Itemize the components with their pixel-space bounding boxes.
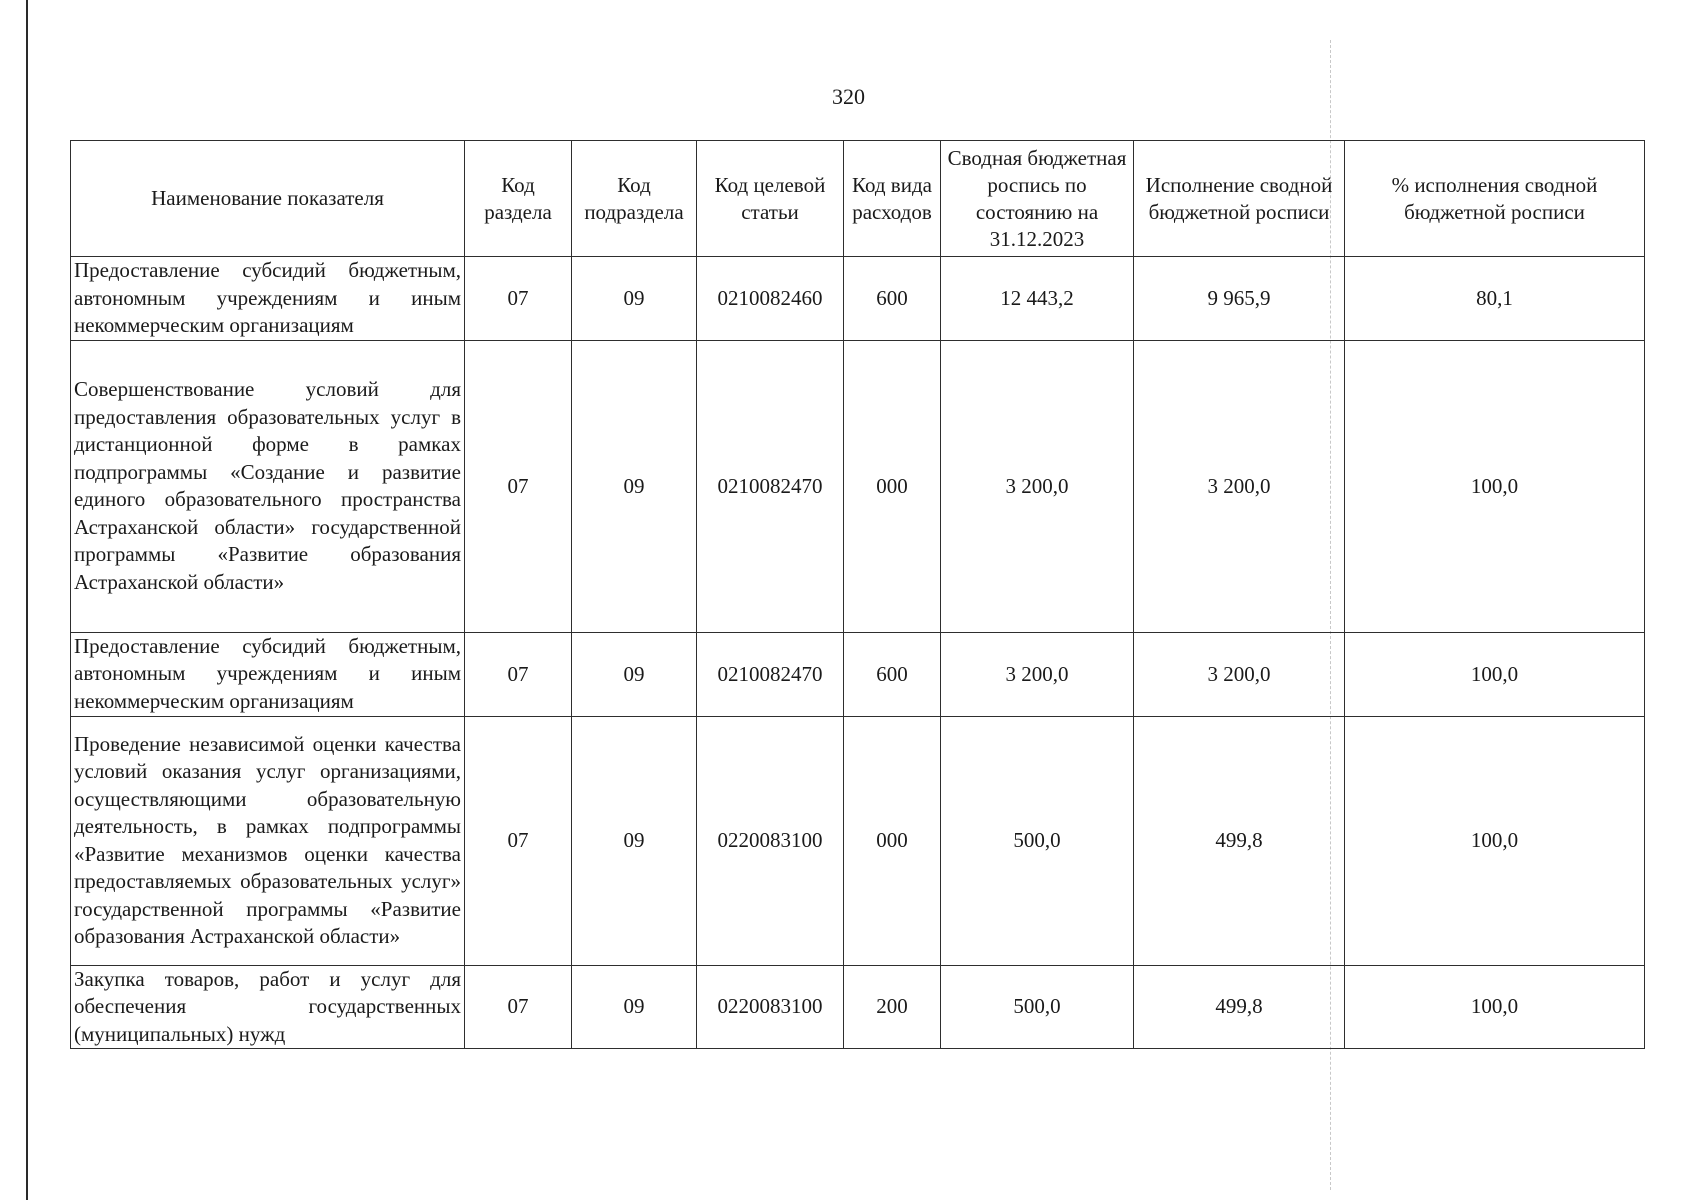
cell-planned-budget: 500,0: [941, 716, 1134, 965]
cell-subsection-code: 09: [572, 632, 697, 716]
cell-execution-percent: 100,0: [1345, 632, 1645, 716]
page-number: 320: [832, 84, 865, 109]
cell-expense-type-code: 600: [844, 632, 941, 716]
cell-expense-type-code: 000: [844, 340, 941, 632]
cell-subsection-code: 09: [572, 965, 697, 1049]
cell-execution-percent: 100,0: [1345, 716, 1645, 965]
header-target-code: Код целевой статьи: [697, 141, 844, 257]
cell-section-code: 07: [465, 965, 572, 1049]
table-row: [71, 716, 1645, 965]
cell-indicator-name: Предоставление субсидий бюджетным, автономным учреждениям и иным некоммерческим организациям: [71, 257, 465, 341]
header-execution-percent: % исполнения сводной бюджетной росписи: [1345, 141, 1645, 257]
cell-section-code: 07: [465, 257, 572, 341]
table-row: [71, 257, 1645, 341]
cell-executed-budget: 499,8: [1134, 965, 1345, 1049]
cell-expense-type-code: 200: [844, 965, 941, 1049]
table-row: [71, 632, 1645, 716]
cell-section-code: 07: [465, 632, 572, 716]
cell-executed-budget: 3 200,0: [1134, 340, 1345, 632]
table-header-row: [71, 141, 1645, 257]
cell-subsection-code: 09: [572, 716, 697, 965]
cell-target-code: 0210082460: [697, 257, 844, 341]
cell-execution-percent: 100,0: [1345, 965, 1645, 1049]
cell-subsection-code: 09: [572, 257, 697, 341]
cell-section-code: 07: [465, 340, 572, 632]
budget-execution-table: [70, 140, 1645, 1049]
cell-subsection-code: 09: [572, 340, 697, 632]
cell-expense-type-code: 600: [844, 257, 941, 341]
cell-planned-budget: 3 200,0: [941, 340, 1134, 632]
cell-indicator-name: Проведение независимой оценки качества условий оказания услуг организациями, осуществляющими образовательную деятельность, в рамках подпрограммы «Развитие механизмов оценки качества предоставляемых образовательных услуг» государственной программы «Развитие образования Астраханской области»: [71, 716, 465, 965]
cell-target-code: 0210082470: [697, 632, 844, 716]
table-row: [71, 340, 1645, 632]
header-section-code: Код раздела: [465, 141, 572, 257]
cell-execution-percent: 100,0: [1345, 340, 1645, 632]
cell-target-code: 0220083100: [697, 716, 844, 965]
cell-expense-type-code: 000: [844, 716, 941, 965]
cell-target-code: 0220083100: [697, 965, 844, 1049]
cell-indicator-name: Закупка товаров, работ и услуг для обеспечения государственных (муниципальных) нужд: [71, 965, 465, 1049]
cell-target-code: 0210082470: [697, 340, 844, 632]
cell-section-code: 07: [465, 716, 572, 965]
cell-planned-budget: 3 200,0: [941, 632, 1134, 716]
cell-executed-budget: 9 965,9: [1134, 257, 1345, 341]
table-row: [71, 965, 1645, 1049]
cell-planned-budget: 500,0: [941, 965, 1134, 1049]
header-planned-budget: Сводная бюджетная роспись по состоянию на 31.12.2023: [941, 141, 1134, 257]
cell-executed-budget: 3 200,0: [1134, 632, 1345, 716]
header-expense-type-code: Код вида расходов: [844, 141, 941, 257]
header-indicator-name: Наименование показателя: [71, 141, 465, 257]
left-margin-rule: [26, 0, 28, 1200]
cell-execution-percent: 80,1: [1345, 257, 1645, 341]
header-executed-budget: Исполнение сводной бюджетной росписи: [1134, 141, 1345, 257]
cell-indicator-name: Совершенствование условий для предоставления образовательных услуг в дистанционной форме в рамках подпрограммы «Создание и развитие единого образовательного пространства Астраханской области» государственной программы «Развитие образования Астраханской области»: [71, 340, 465, 632]
cell-planned-budget: 12 443,2: [941, 257, 1134, 341]
cell-indicator-name: Предоставление субсидий бюджетным, автономным учреждениям и иным некоммерческим организациям: [71, 632, 465, 716]
cell-executed-budget: 499,8: [1134, 716, 1345, 965]
header-subsection-code: Код подраздела: [572, 141, 697, 257]
